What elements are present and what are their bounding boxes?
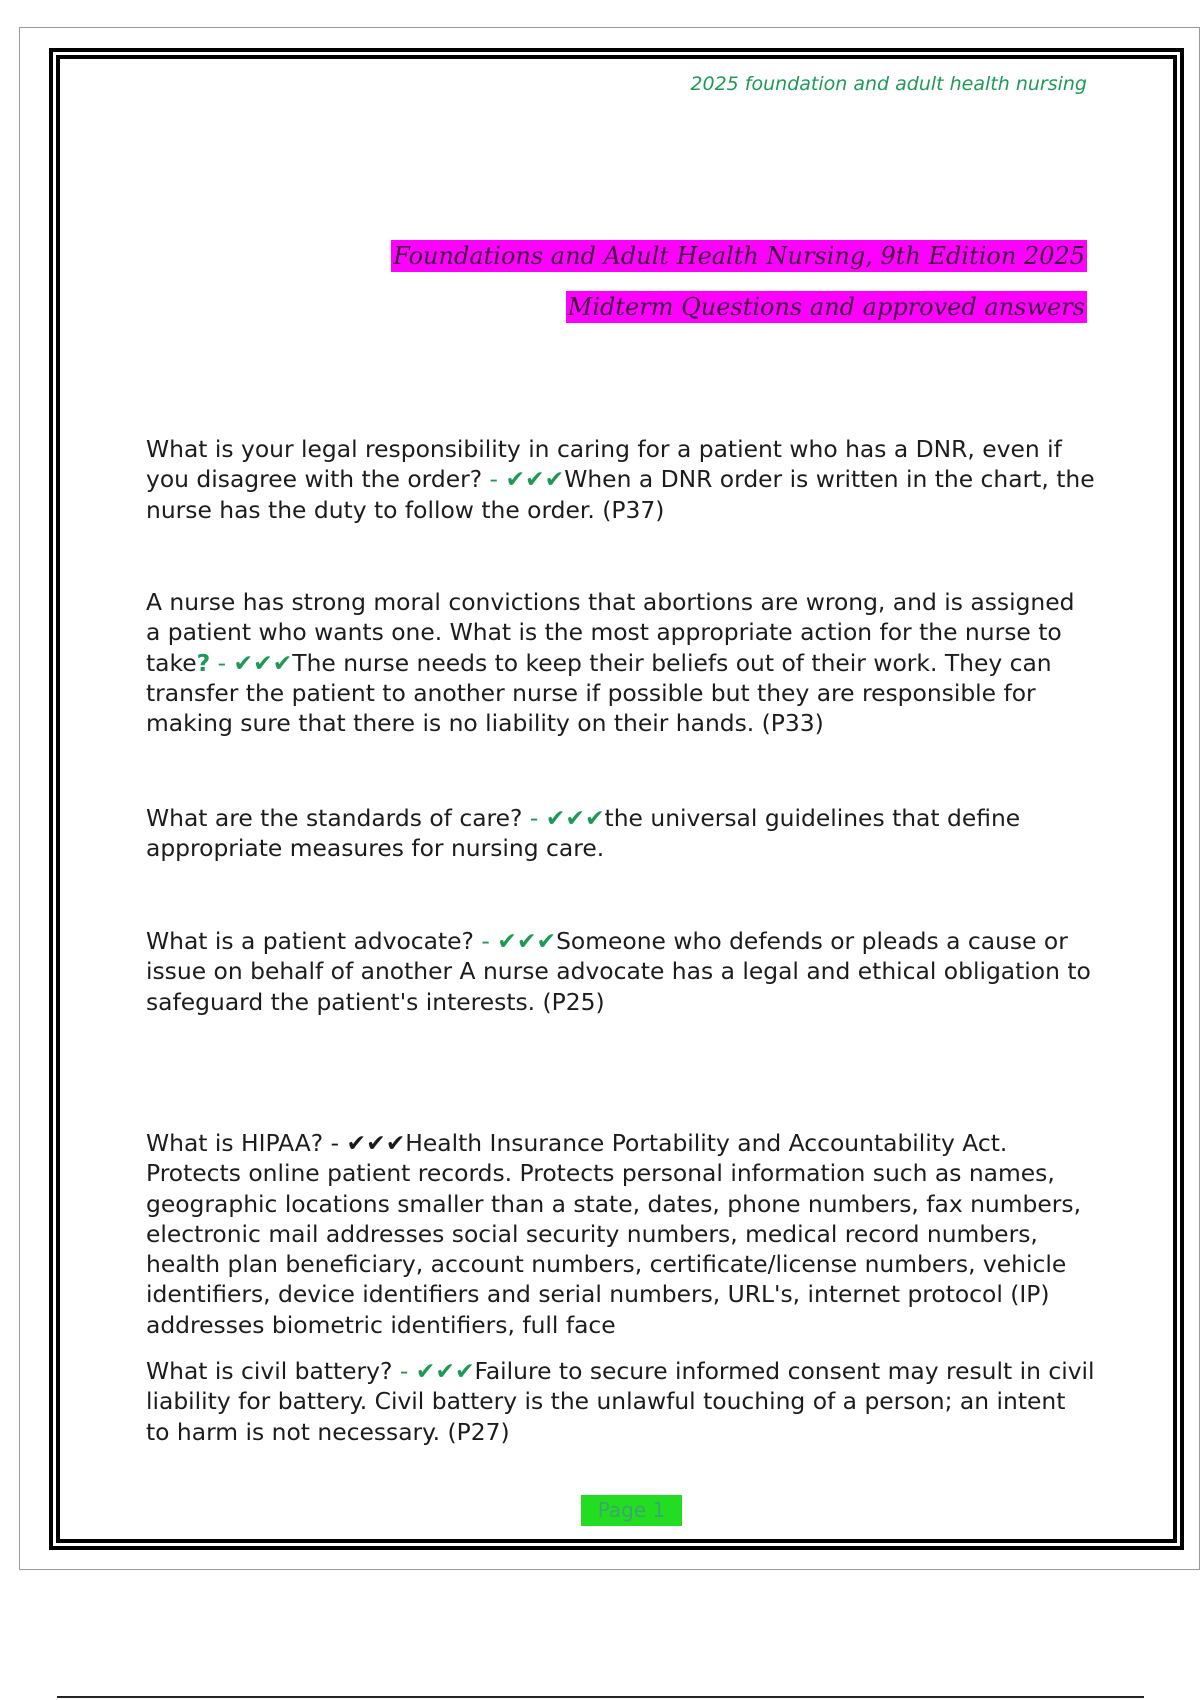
document-title: Foundations and Adult Health Nursing, 9th Edition 2025 xyxy=(393,242,1085,270)
qa-question: What is HIPAA? xyxy=(146,1129,324,1157)
qa-answer: Someone who defends or pleads a cause or issue on behalf of another A nurse advocate has a legal and ethical obligation to safeguard the patient's interests. (P25) xyxy=(146,927,1091,1016)
qa-item xyxy=(146,926,1096,1017)
qa-question: What is a patient advocate? xyxy=(146,927,474,955)
qa-question: What is civil battery? xyxy=(146,1357,393,1385)
checkmark-icon: ✔✔✔ xyxy=(346,1129,406,1157)
qa-separator: - xyxy=(210,648,234,677)
qa-answer: the universal guidelines that define appropriate measures for nursing care. xyxy=(146,804,1021,863)
checkmark-icon: ✔✔✔ xyxy=(505,465,565,494)
qa-answer: Health Insurance Portability and Accountability Act. Protects online patient records. Protects personal information such as names, geographic locations smaller than a state, dates, phone numbers, fax numbers, electronic mail addresses social security numbers, medical record numbers, health plan beneficiary, account numbers, certificate/license numbers, vehicle identifiers, device identifiers and serial numbers, URL's, internet protocol (IP) addresses biometric identifiers, full face xyxy=(146,1129,1082,1339)
qa-separator: - xyxy=(482,465,506,494)
checkmark-icon: ✔✔✔ xyxy=(545,804,605,832)
qa-separator: - xyxy=(522,804,546,832)
qa-question-mark: ? xyxy=(196,648,211,677)
header-tag: 2025 foundation and adult health nursing xyxy=(690,73,1087,95)
document-subtitle: Midterm Questions and approved answers xyxy=(567,293,1085,321)
page-number-badge: Page 1 xyxy=(581,1495,682,1526)
qa-item xyxy=(146,587,1096,738)
qa-separator: - xyxy=(392,1357,416,1385)
qa-item xyxy=(146,803,1096,864)
qa-question: What is your legal responsibility in caring for a patient who has a DNR, even if you disagree with the order? xyxy=(146,435,1062,494)
checkmark-icon: ✔✔✔ xyxy=(233,648,293,677)
qa-item xyxy=(146,1356,1096,1447)
checkmark-icon: ✔✔✔ xyxy=(415,1357,475,1385)
qa-answer: Failure to secure informed consent may result in civil liability for battery. Civil battery is the unlawful touching of a person; an intent to harm is not necessary. (P27) xyxy=(146,1357,1095,1446)
footer-divider xyxy=(57,1696,1144,1698)
qa-answer: When a DNR order is written in the chart, the nurse has the duty to follow the order. (P37) xyxy=(146,465,1095,524)
qa-item xyxy=(146,1128,1106,1340)
qa-question: What are the standards of care? xyxy=(146,804,523,832)
qa-separator: - xyxy=(473,927,498,955)
qa-answer: The nurse needs to keep their beliefs out of their work. They can transfer the patient to another nurse if possible but they are responsible for making sure that there is no liability on their hands. (P33) xyxy=(146,648,1052,738)
qa-separator: - xyxy=(323,1129,347,1157)
qa-item xyxy=(146,434,1096,525)
qa-question: A nurse has strong moral convictions that abortions are wrong, and is assigned a patient who wants one. What is the most appropriate action for the nurse to take xyxy=(146,588,1075,677)
checkmark-icon: ✔✔✔ xyxy=(497,927,557,955)
